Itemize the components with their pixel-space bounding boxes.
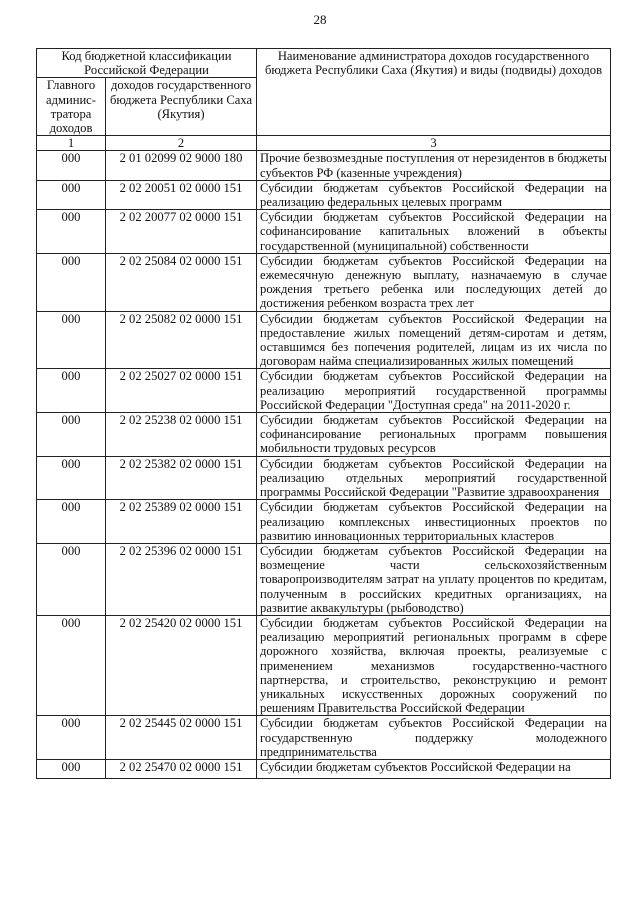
admin-code-cell: 000: [37, 543, 106, 615]
table-row: [37, 413, 611, 457]
income-code-cell: 2 02 20051 02 0000 151: [106, 180, 257, 209]
admin-code-cell: 000: [37, 759, 106, 778]
income-code-cell: 2 02 25470 02 0000 151: [106, 759, 257, 778]
admin-code-cell: 000: [37, 151, 106, 180]
header-code-column: доходов государственного бюджета Республики Саха (Якутия): [106, 78, 257, 136]
table-row: [37, 369, 611, 413]
income-code-cell: 2 02 25238 02 0000 151: [106, 413, 257, 457]
table-row: [37, 311, 611, 369]
income-name-cell: Субсидии бюджетам субъектов Российской Федерации на реализацию отдельных мероприятий государственной программы Российской Федерации "Развитие здравоохранения: [257, 456, 611, 500]
table-row: [37, 210, 611, 254]
table-row: [37, 759, 611, 778]
income-code-cell: 2 02 25027 02 0000 151: [106, 369, 257, 413]
income-code-cell: 2 02 25084 02 0000 151: [106, 253, 257, 311]
header-group-title: Код бюджетной классификации Российской Федерации: [37, 49, 257, 78]
admin-code-cell: 000: [37, 180, 106, 209]
admin-code-cell: 000: [37, 716, 106, 760]
income-name-cell: Субсидии бюджетам субъектов Российской Федерации на реализацию мероприятий региональных программ в сфере дорожного хозяйства, включая проекты, реализуемые с применением механизмов государственно-частного партнерства, и строительство, реконструкцию и ремонт уникальных искусственных дорожных сооружений по решениям Правительства Российской Федерации: [257, 615, 611, 715]
income-name-cell: Субсидии бюджетам субъектов Российской Федерации на реализацию мероприятий государственной программы Российской Федерации "Доступная среда" на 2011-2020 г.: [257, 369, 611, 413]
table-row: [37, 500, 611, 544]
table-row: [37, 180, 611, 209]
income-code-cell: 2 02 25082 02 0000 151: [106, 311, 257, 369]
column-number-2: 2: [106, 136, 257, 151]
table-row: [37, 615, 611, 715]
income-code-cell: 2 02 20077 02 0000 151: [106, 210, 257, 254]
income-name-cell: Субсидии бюджетам субъектов Российской Федерации на реализацию комплексных инвестиционных проектов по развитию инновационных территориальных кластеров: [257, 500, 611, 544]
admin-code-cell: 000: [37, 413, 106, 457]
page-number: 28: [313, 12, 327, 27]
admin-code-cell: 000: [37, 369, 106, 413]
header-admin-column: Главного админис-тратора доходов: [37, 78, 106, 136]
income-name-cell: Субсидии бюджетам субъектов Российской Федерации на реализацию федеральных целевых программ: [257, 180, 611, 209]
income-code-cell: 2 02 25382 02 0000 151: [106, 456, 257, 500]
income-code-cell: 2 02 25389 02 0000 151: [106, 500, 257, 544]
table-row: [37, 253, 611, 311]
column-number-1: 1: [37, 136, 106, 151]
table-row: [37, 543, 611, 615]
admin-code-cell: 000: [37, 500, 106, 544]
income-name-cell: Субсидии бюджетам субъектов Российской Федерации на государственную поддержку молодежного предпринимательства: [257, 716, 611, 760]
table-body: [37, 151, 611, 779]
income-name-cell: Субсидии бюджетам субъектов Российской Федерации на предоставление жилых помещений детям-сиротам и детям, оставшимся без попечения родителей, лицам из их числа по договорам найма специализированных жилых помещений: [257, 311, 611, 369]
table-row: [37, 151, 611, 180]
income-name-cell: Прочие безвозмездные поступления от нерезидентов в бюджеты субъектов РФ (казенные учреждения): [257, 151, 611, 180]
table-header: [37, 49, 611, 151]
income-name-cell: Субсидии бюджетам субъектов Российской Федерации на возмещение части сельскохозяйственным товаропроизводителям затрат на уплату процентов по кредитам, полученным в российских кредитных организациях, на развитие аквакультуры (рыбоводство): [257, 543, 611, 615]
admin-code-cell: 000: [37, 253, 106, 311]
income-code-cell: 2 02 25396 02 0000 151: [106, 543, 257, 615]
income-name-cell: Субсидии бюджетам субъектов Российской Федерации на софинансирование региональных программ повышения мобильности трудовых ресурсов: [257, 413, 611, 457]
income-name-cell: Субсидии бюджетам субъектов Российской Федерации на: [257, 759, 611, 778]
admin-code-cell: 000: [37, 311, 106, 369]
table-row: [37, 456, 611, 500]
admin-code-cell: 000: [37, 615, 106, 715]
header-name-column: Наименование администратора доходов государственного бюджета Республики Саха (Якутия) и виды (подвиды) доходов: [257, 49, 611, 136]
income-name-cell: Субсидии бюджетам субъектов Российской Федерации на ежемесячную денежную выплату, назначаемую в случае рождения третьего ребенка или последующих детей до достижения ребенком возраста трех лет: [257, 253, 611, 311]
income-code-cell: 2 02 25445 02 0000 151: [106, 716, 257, 760]
income-name-cell: Субсидии бюджетам субъектов Российской Федерации на софинансирование капитальных вложений в объекты государственной (муниципальной) собственности: [257, 210, 611, 254]
column-number-3: 3: [257, 136, 611, 151]
income-code-cell: 2 02 25420 02 0000 151: [106, 615, 257, 715]
admin-code-cell: 000: [37, 210, 106, 254]
budget-classification-table: [36, 48, 611, 779]
income-code-cell: 2 01 02099 02 9000 180: [106, 151, 257, 180]
admin-code-cell: 000: [37, 456, 106, 500]
table-row: [37, 716, 611, 760]
